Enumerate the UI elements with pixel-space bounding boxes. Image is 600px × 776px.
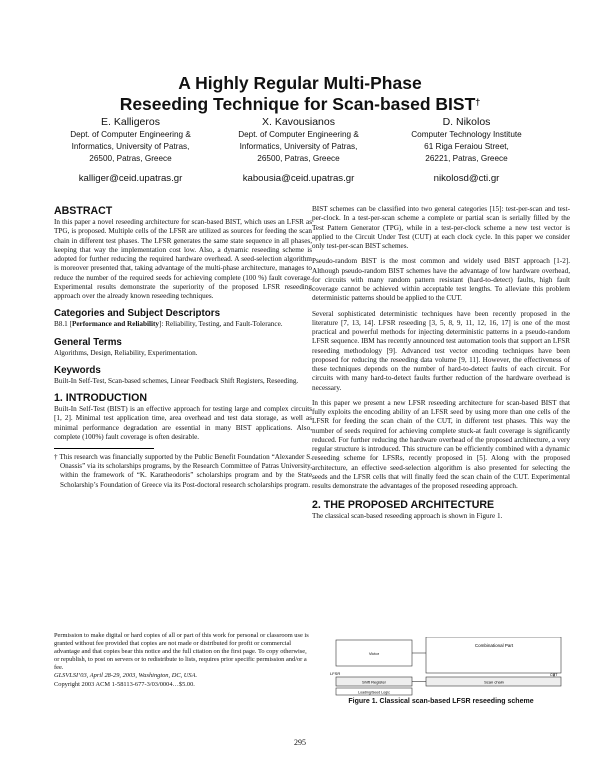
keywords-heading: Keywords (54, 364, 101, 376)
footnote-rule (54, 448, 154, 449)
combinational-part-label: Combinational Part (474, 643, 514, 648)
author-email: kabousia@ceid.upatras.gr (242, 173, 355, 184)
paper-title (0, 73, 600, 115)
general-terms-text: Algorithms, Design, Reliability, Experimentation. (54, 348, 198, 357)
author-affiliation-1: Dept. of Computer Engineering & (70, 130, 191, 139)
permission-notice (54, 632, 312, 689)
categories-text (54, 320, 312, 329)
author-affiliation-3: 26500, Patras, Greece (257, 154, 340, 163)
architecture-text: The classical scan-based reseeding approach is shown in Figure 1. (312, 512, 503, 521)
lfsr-label: LFSR (330, 671, 341, 676)
shift-register-label: Shift Register (361, 679, 387, 685)
author-block-1 (38, 115, 223, 185)
author-affiliation-2: Informatics, University of Patras, (71, 142, 190, 151)
author-affiliation-3: 26221, Patras, Greece (425, 154, 508, 163)
permission-text: Permission to make digital or hard copies of all or part of this work for personal or classroom use is granted without fee provided that copies are not made or distributed for profit or commercial advantage and that copies bear this notice and the full citation on the first page. To copy otherwise, or republish, to post on servers or to redistribute to lists, requires prior specific permission and/or a fee. (54, 632, 309, 672)
author-name: E. Kalligeros (101, 116, 160, 128)
author-name: D. Nikolos (442, 116, 491, 128)
abstract-text: In this paper a novel reseeding architecture for scan-based BIST, which uses an LFSR as TPG, is proposed. Multiple cells of the LFSR are utilized as sources for feeding the scan chain in different test phases. The LFSR generates the same state sequence in all phases, keeping that way the implementation cost low. Also, a dynamic reseeding scheme is adopted for further reducing the required hardware overhead. A seed-selection algorithm is moreover presented that, taking advantage of the multi-phase architecture, manages to reduce the number of the required seeds for achieving complete (100 %) fault coverage. Experimental results demonstrate the superiority of the proposed LFSR reseeding approach over the already known reseeding techniques. (54, 218, 312, 300)
left-column (54, 205, 312, 490)
paragraph-this-paper: In this paper we present a new LFSR reseeding architecture for scan-based BIST that fully exploits the encoding ability of an LFSR seed by using more than one cells of the LFSR for feeding the scan chain of the CUT, in different test phases. This way the number of seeds required for achieving complete stuck-at fault coverage is significantly reduced. For further reducing the hardware overhead of the proposed architecture, a very regular structure is introduced. This structure can be efficiently combined with a dynamic reseeding scheme for LFSRs, recently proposed in [5]. Along with the proposed architecture, an effective seed-selection algorithm is also presented for selecting the seeds and the LFSR cells that will finally feed the scan chain of the CUT. Experimental results demonstrate the advantages of the proposed reseeding approach. (312, 398, 570, 490)
cut-label: CUT (550, 673, 558, 677)
title-line-2-text: Reseeding Technique for Scan-based BIST (119, 94, 476, 114)
introduction-text: Built-In Self-Test (BIST) is an effective approach for testing large and complex circuits [1, 2]. Minimal test application time, area overhead and test data storage, as well as minimal performance degradation are essential in many BIST applications. Also, complete (100%) fault coverage is often desirable. (54, 405, 312, 441)
author-email: nikolosd@cti.gr (433, 173, 500, 184)
venue-text: GLSVLSI’03, April 28-29, 2003, Washington, DC, USA. (54, 672, 198, 680)
victor-label: Victor (368, 651, 380, 656)
category-code: B8.1 [ (54, 320, 72, 329)
author-name: X. Kavousianos (262, 116, 335, 128)
seed-logic-label: Loading/Seed Logic (358, 690, 390, 695)
paragraph-pseudo-random: Pseudo-random BIST is the most common and widely used BIST approach [1-2]. Although pseudo-random BIST schemes have the advantage of low hardware overhead, for circuits with many random pattern resistant (hard-to-detect) faults, high fault coverage cannot be achieved within acceptable test lengths. To alleviate this problem deterministic patterns should be applied to the CUT. (312, 257, 570, 303)
author-block-3 (374, 115, 559, 185)
paragraph-bist-classes: BIST schemes can be classified into two general categories [15]: test-per-scan and test-per-clock. In a test-per-scan scheme a complete or partial scan is serially filled by the Test Pattern Generator (TPG), while in a test-per-clock scheme a new test vector is applied to the Circuit Under Test (CUT) at each clock cycle. In this paper we consider only test-per-scan BIST schemes. (312, 205, 570, 250)
author-block-2 (206, 115, 391, 185)
keywords-text: Built-In Self-Test, Scan-based schemes, Linear Feedback Shift Registers, Reseeding. (54, 376, 299, 385)
category-rest: ]: Reliability, Testing, and Fault-Tolerance. (159, 320, 283, 329)
figure-1-caption: Figure 1. Classical scan-based LFSR reseeding scheme (348, 698, 534, 705)
introduction-heading: 1. INTRODUCTION (54, 392, 147, 404)
right-column (312, 205, 570, 522)
abstract-heading: ABSTRACT (54, 205, 113, 217)
title-dagger: † (475, 97, 481, 107)
figure-1-diagram (326, 637, 566, 697)
page-number: 295 (294, 738, 306, 747)
author-affiliation-1: Dept. of Computer Engineering & (238, 130, 359, 139)
scan-chain-label: Scan chain (484, 679, 504, 685)
footnote-text: † This research was financially supported by the Public Benefit Foundation “Alexander S. Onassis” via its scholarships programs, by the Research Committee of Patras University, within the framework of “K. Karatheodoris” scholarships program and by the State Scholarship’s Foundation of Greece via its Post-doctoral research scholarships program. (54, 453, 312, 489)
author-email: kalliger@ceid.upatras.gr (78, 173, 183, 184)
architecture-heading: 2. THE PROPOSED ARCHITECTURE (312, 499, 495, 512)
general-terms-heading: General Terms (54, 336, 122, 348)
copyright-text: Copyright 2003 ACM 1-58113-677-3/03/0004…$5.00. (54, 680, 195, 688)
author-affiliation-3: 26500, Patras, Greece (89, 154, 172, 163)
author-affiliation-1: Computer Technology Institute (411, 130, 522, 139)
categories-heading: Categories and Subject Descriptors (54, 308, 221, 320)
category-bold: Performance and Reliability (71, 320, 160, 329)
paragraph-deterministic: Several sophisticated deterministic techniques have been recently proposed in the literature [7, 13, 14]. LFSR reseeding [3, 5, 8, 9, 11, 12, 16, 17] is one of the most practical and powerful methods for injecting deterministic patterns in a pseudo-random LFSR sequence. IBM has recently announced test automation tools that support an LFSR reseeding methodology [9]. Advanced test vector encoding techniques have been proposed for reducing the reseeding data volume [9, 11]. However, the effectiveness of these techniques depends on the number of hard-to-detect faults of each circuit. For circuits with many hard-to-detect faults further reduction of the hardware overhead is necessary. (312, 309, 570, 392)
author-affiliation-2: Informatics, University of Patras, (239, 142, 358, 151)
author-affiliation-2: 61 Riga Feraiou Street, (424, 142, 509, 151)
title-line-2 (0, 94, 600, 115)
title-line-1: A Highly Regular Multi-Phase (178, 73, 422, 93)
